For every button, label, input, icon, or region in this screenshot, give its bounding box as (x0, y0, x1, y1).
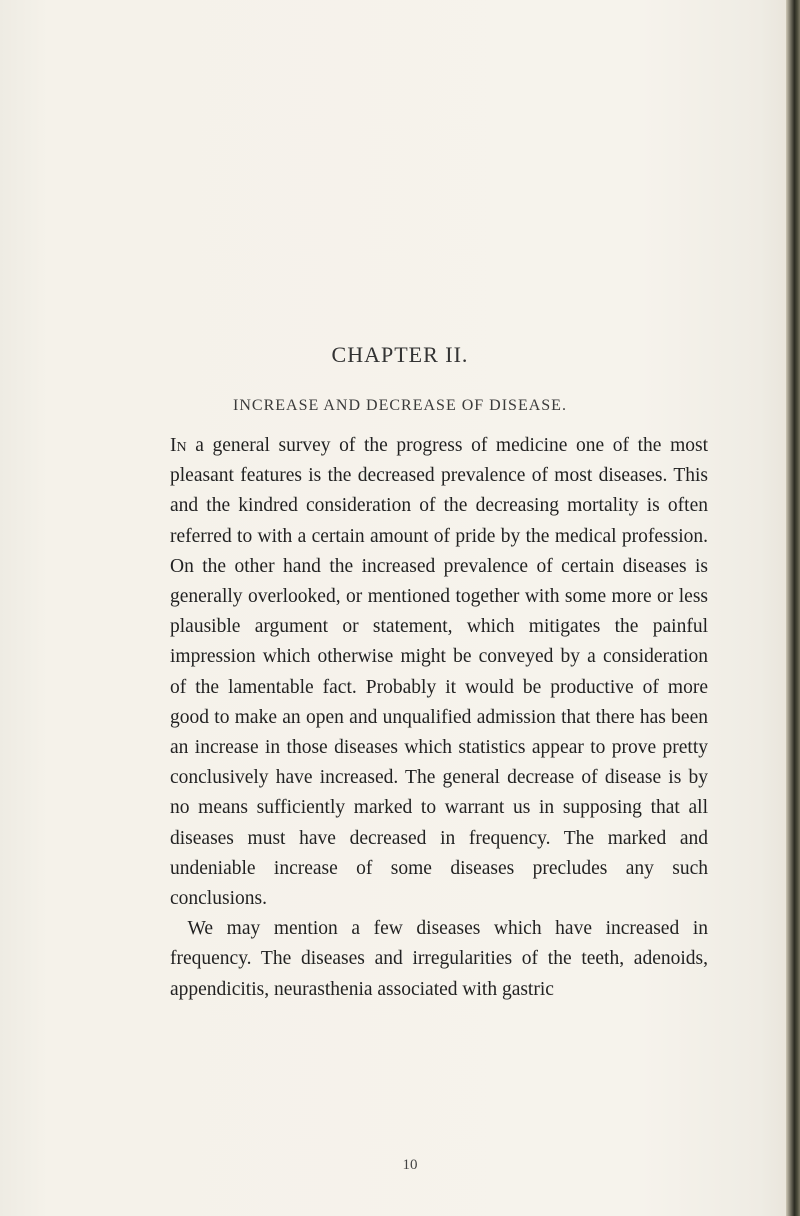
page-number: 10 (402, 1157, 418, 1173)
chapter-heading: CHAPTER II. (331, 342, 469, 367)
paragraph-1 (170, 431, 708, 914)
paragraph-1-text: a general survey of the progress of medicine one of the most pleasant features is the decreased prevalence of most diseases. This and the kindred consideration of the decreasing mortality is often referred to with a certain amount of pride by the medical profession. On the other hand the increased prevalence of certain diseases is generally overlooked, or mentioned together with some more or less plausible argument or statement, which mitigates the painful impression which otherwise might be conveyed by a consideration of the lamentable fact. Probably it would be productive of more good to make an open and unqualified admission that there has been an increase in those diseases which statistics appear to prove pretty conclusively have increased. The general decrease of disease is by no means sufficiently marked to warrant us in supposing that all diseases must have decreased in frequency. The marked and undeniable increase of some diseases precludes any such conclusions. (170, 435, 708, 910)
paragraph-2: We may mention a few diseases which have increased in frequency. The diseases and irregularities of the teeth, adenoids, appendicitis, neurasthenia associated with gastric (170, 918, 708, 1000)
section-heading: INCREASE AND DECREASE OF DISEASE. (233, 397, 567, 414)
lead-word: In (170, 435, 187, 456)
book-spine-edge (786, 0, 800, 1216)
body-text (170, 431, 708, 1005)
